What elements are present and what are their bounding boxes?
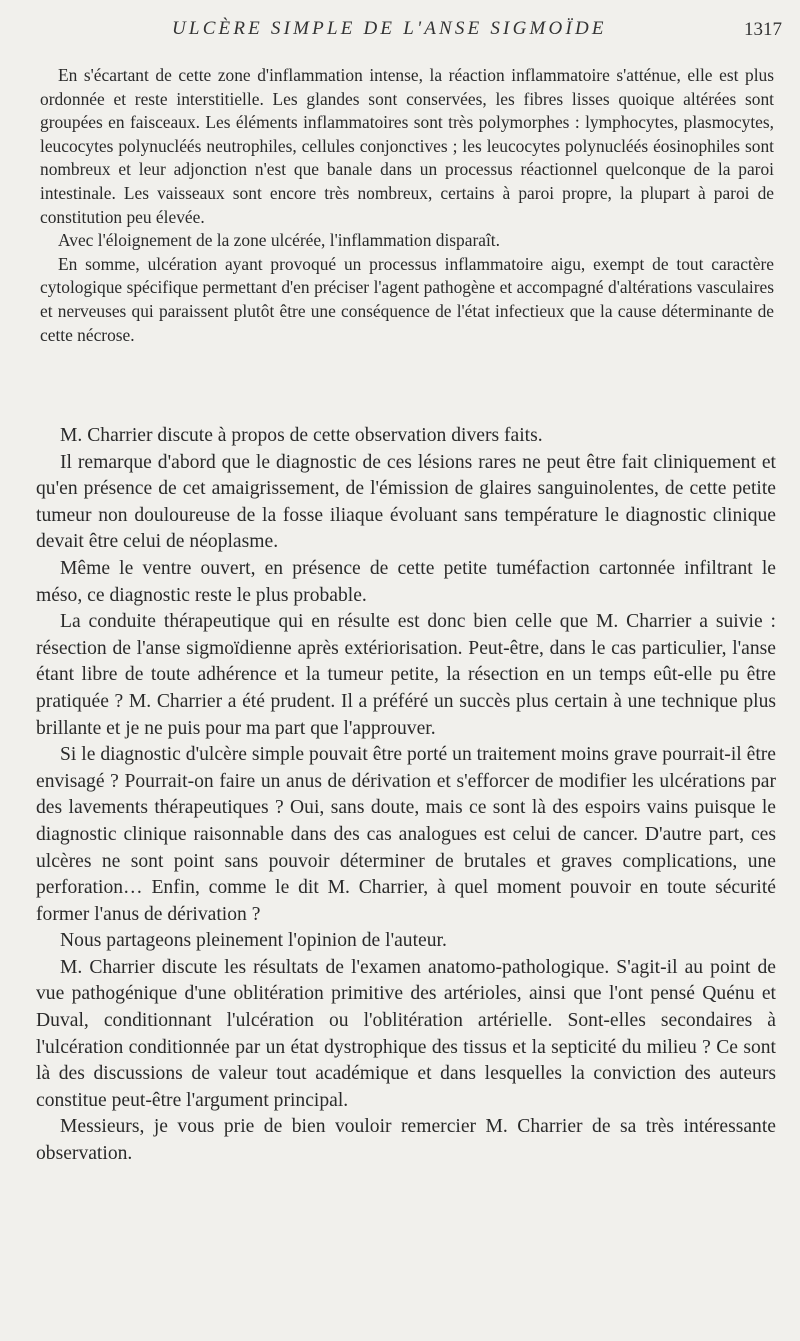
paragraph: Avec l'éloignement de la zone ulcérée, l'inflammation disparaît. [58, 230, 500, 251]
page-header [0, 18, 800, 44]
paragraph: Il remarque d'abord que le diagnostic de ces lésions rares ne peut être fait cliniquement et qu'en présence de cet amaigrissement, de l'émission de glaires sanguinolentes, de cette petite tumeur non douloureuse de la fosse iliaque évoluant sans température le diagnostic clinique devait être celui de néoplasme. [36, 451, 776, 553]
paragraph: Messieurs, je vous prie de bien vouloir remercier M. Charrier de sa très intéressante observation. [36, 1116, 776, 1165]
paragraph: En somme, ulcération ayant provoqué un processus inflammatoire aigu, exempt de tout caractère cytologique spécifique permettant d'en préciser l'agent pathogène et accompagné d'altérations vasculaires et nerveuses qui paraissent plutôt être une conséquence de l'état infectieux que la cause déterminante de cette nécrose. [40, 253, 774, 345]
paragraph: La conduite thérapeutique qui en résulte est donc bien celle que M. Charrier a suivie : résection de l'anse sigmoïdienne après extériorisation. Peut-être, dans le cas particulier, l'anse étant libre de toute adhérence et la tumeur petite, la résection en un temps eût-elle pu être pratiquée ? M. Charrier a été prudent. Il a préféré un succès plus certain à une technique plus brillante et je ne puis pour ma part que l'approuver. [36, 611, 776, 739]
paragraph: En s'écartant de cette zone d'inflammation intense, la réaction inflammatoire s'atténue, elle est plus ordonnée et reste interstitielle. Les glandes sont conservées, les fibres lisses quoique altérées sont groupées en faisceaux. Les éléments inflammatoires sont très polymorphes : lymphocytes, plasmocytes, leucocytes polynucléés neutrophiles, cellules conjonctives ; les leucocytes polynucléés éosinophiles sont nombreux et leur adjonction n'est que banale dans un processus réactionnel quelconque de la paroi intestinale. Les vaisseaux sont encore très nombreux, certains à paroi propre, la plupart à paroi de constitution peu élevée. [40, 65, 774, 227]
running-title: ULCÈRE SIMPLE DE L'ANSE SIGMOÏDE [172, 18, 607, 39]
discussion-section [36, 423, 776, 1168]
paragraph: M. Charrier discute les résultats de l'examen anatomo-pathologique. S'agit-il au point de vue pathogénique d'une oblitération primitive des artérioles, ainsi que l'ont pensé Quénu et Duval, conditionnant l'ulcération ou l'oblitération artérielle. Sont-elles secondaires à l'ulcération conditionnée par un état dystrophique des tissus et la septicité du milieu ? Ce sont là des discussions de valeur tout académique et dans lesquelles la conviction des auteurs constitue peut-être l'argument principal. [36, 956, 776, 1111]
paragraph: Si le diagnostic d'ulcère simple pouvait être porté un traitement moins grave pourrait-il être envisagé ? Pourrait-on faire un anus de dérivation et s'efforcer de modifier les ulcérations par des lavements thérapeutiques ? Oui, sans doute, mais ce sont là des espoirs vains puisque le diagnostic clinique raisonnable dans des cas analogues est celui de cancer. D'autre part, ces ulcères ne sont point sans pouvoir déterminer de brutales et graves complications, une perforation… Enfin, comme le dit M. Charrier, à quel moment pouvoir en toute sécurité former l'anus de dérivation ? [36, 744, 776, 925]
paragraph: Même le ventre ouvert, en présence de cette petite tuméfaction cartonnée infiltrant le méso, ce diagnostic reste le plus probable. [36, 557, 776, 606]
page-number: 1317 [744, 19, 782, 40]
paragraph: Nous partageons pleinement l'opinion de l'auteur. [60, 930, 447, 952]
paragraph: M. Charrier discute à propos de cette observation divers faits. [60, 425, 543, 446]
observation-detail-section [40, 64, 774, 347]
